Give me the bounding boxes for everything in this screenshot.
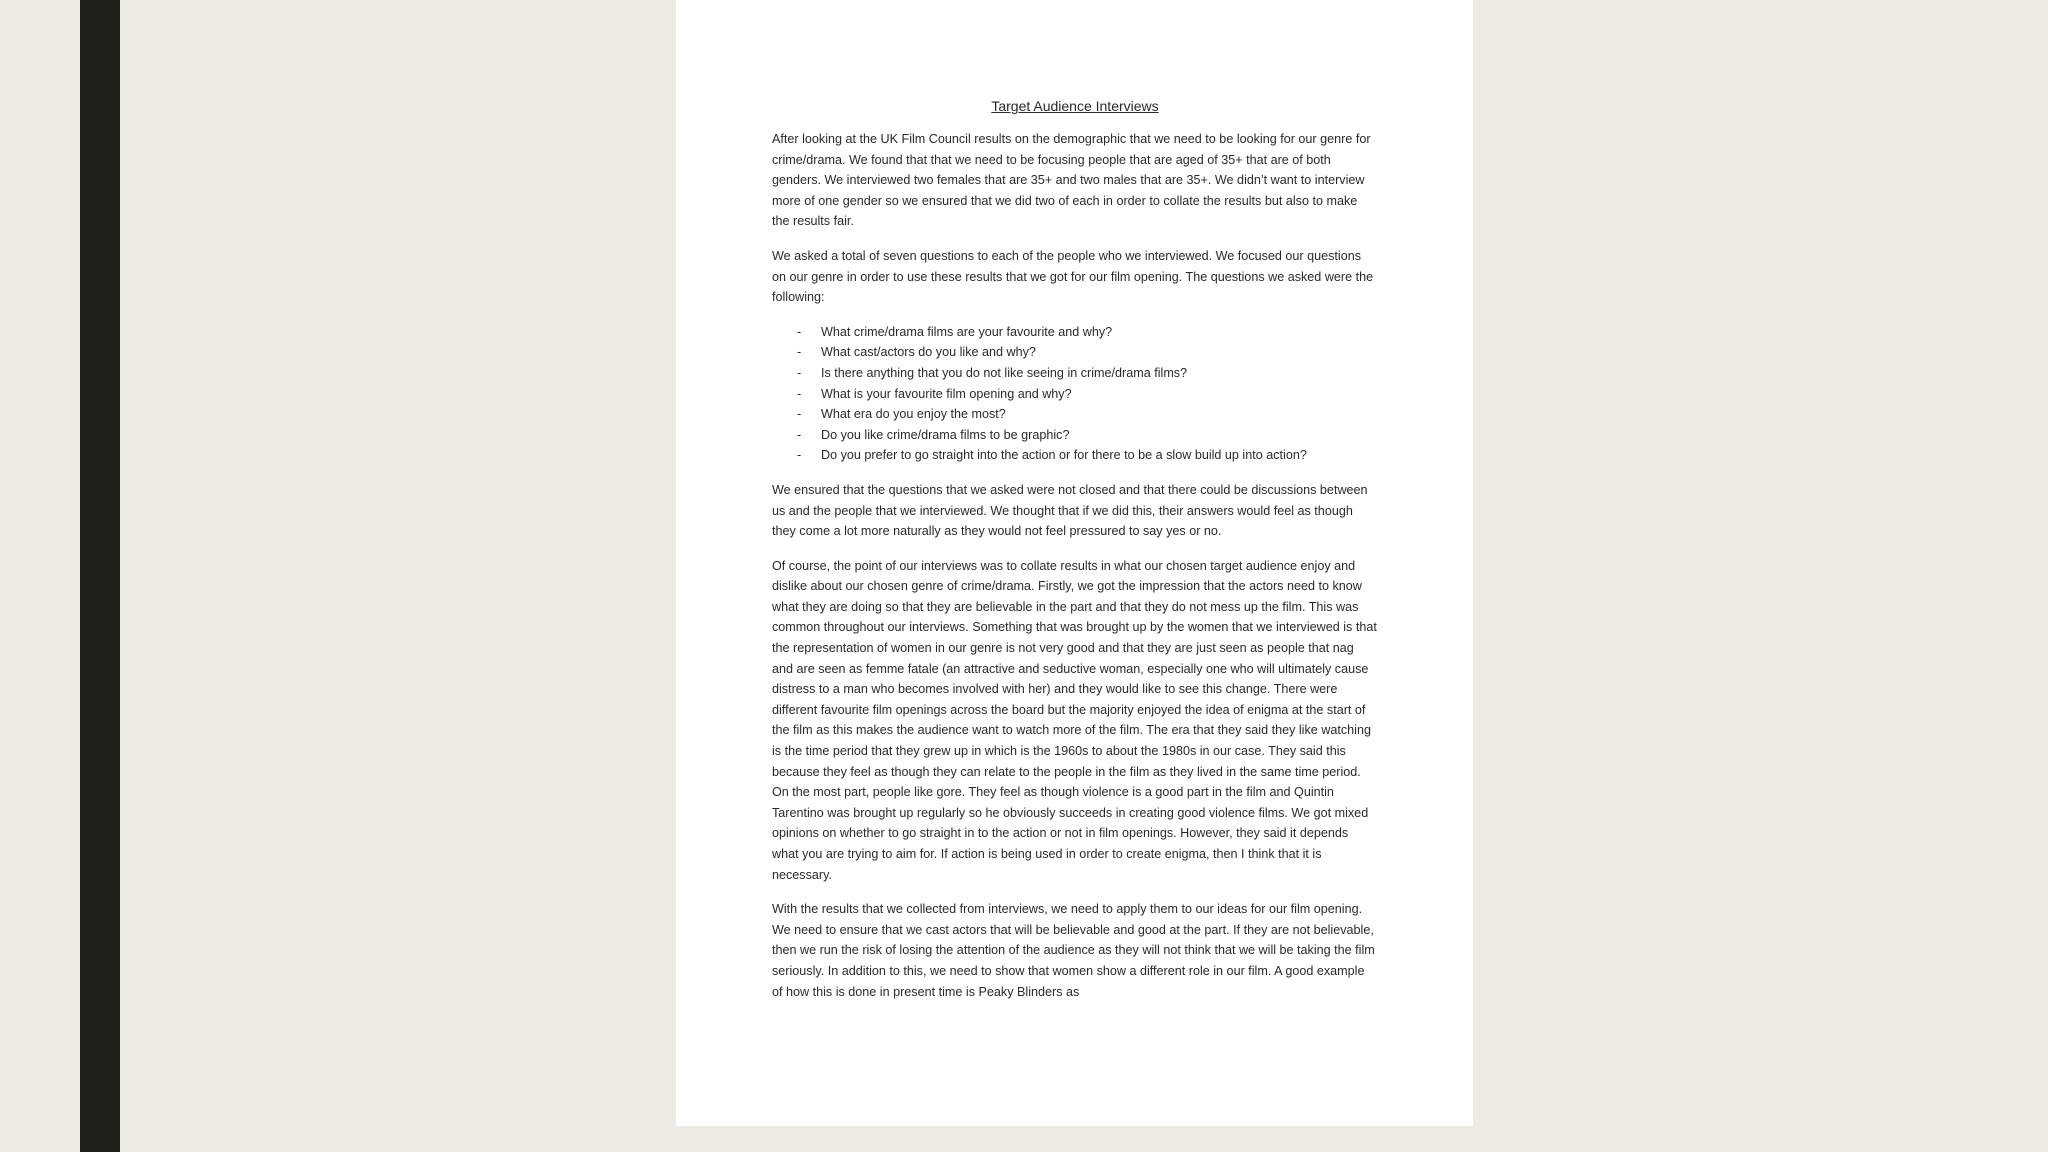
bullet-dash: - [797,407,802,422]
question-item [772,322,1378,343]
paragraph-question-method: We ensured that the questions that we asked were not closed and that there could be discussions between us and the people that we interviewed. We thought that if we did this, their answers would feel as though they come a lot more naturally as they would not feel pressured to say yes or no. [772,482,1368,539]
question-item [772,425,1378,446]
document-page [676,0,1473,1126]
question-item [772,363,1378,384]
document-body [772,96,1378,1016]
question-text: What crime/drama films are your favourite and why? [821,324,1113,339]
question-item [772,384,1378,405]
bullet-dash: - [797,345,802,360]
paragraph-findings: Of course, the point of our interviews was to collate results in what our chosen target audience enjoy and dislike about our chosen genre of crime/drama. Firstly, we got the impression that the actors need to know what they are doing so that they are believable in the part and that they do not mess up the film. This was common throughout our interviews. Something that was brought up by the women that we interviewed is that the representation of women in our genre is not very good and that they are just seen as people that nag and are seen as femme fatale (an attractive and seductive woman, especially one who will ultimately cause distress to a man who becomes involved with her) and they would like to see this change. There were different favourite film openings across the board but the majority enjoyed the idea of enigma at the start of the film as this makes the audience want to watch more of the film. The era that they said they like watching is the time period that they grew up in which is the 1960s to about the 1980s in our case. They said this because they feel as though they can relate to the people in the film as they lived in the same time period. On the most part, people like gore. They feel as though violence is a good part in the film and Quintin Tarentino was brought up regularly so he obviously succeeds in creating good violence films. We got mixed opinions on whether to go straight in to the action or not in film openings. However, they said it depends what you are trying to aim for. If action is being used in order to create enigma, then I think that it is necessary. [772,558,1377,882]
question-item [772,445,1378,466]
question-text: Do you prefer to go straight into the action or for there to be a slow build up into action? [821,448,1307,463]
paragraph-questions-intro: We asked a total of seven questions to each of the people who we interviewed. We focused our questions on our genre in order to use these results that we got for our film opening. The questions we asked were the following: [772,248,1374,305]
document-title: Target Audience Interviews [991,98,1159,114]
question-text: Is there anything that you do not like seeing in crime/drama films? [821,365,1188,380]
slide-accent-bar [80,0,120,1152]
question-item [772,342,1378,363]
question-text: What era do you enjoy the most? [821,407,1006,422]
bullet-dash: - [797,386,802,401]
question-list [772,322,1378,466]
paragraph-intro: After looking at the UK Film Council results on the demographic that we need to be looking for our genre for crime/drama. We found that that we need to be focusing people that are aged of 35+ that are of both genders. We interviewed two females that are 35+ and two males that are 35+. We didn’t want to interview more of one gender so we ensured that we did two of each in order to collate the results but also to make the results fair. [772,132,1371,229]
paragraph-application: With the results that we collected from interviews, we need to apply them to our ideas for our film opening. We need to ensure that we cast actors that will be believable and good at the part. If they are not believable, then we run the risk of losing the attention of the audience as they will not think that we will be taking the film seriously. In addition to this, we need to show that women show a different role in our film. A good example of how this is done in present time is Peaky Blinders as [772,902,1375,999]
question-text: What cast/actors do you like and why? [821,345,1036,360]
bullet-dash: - [797,448,802,463]
bullet-dash: - [797,427,802,442]
bullet-dash: - [797,365,802,380]
question-text: What is your favourite film opening and why? [821,386,1072,401]
question-text: Do you like crime/drama films to be graphic? [821,427,1070,442]
bullet-dash: - [797,324,802,339]
question-item [772,404,1378,425]
